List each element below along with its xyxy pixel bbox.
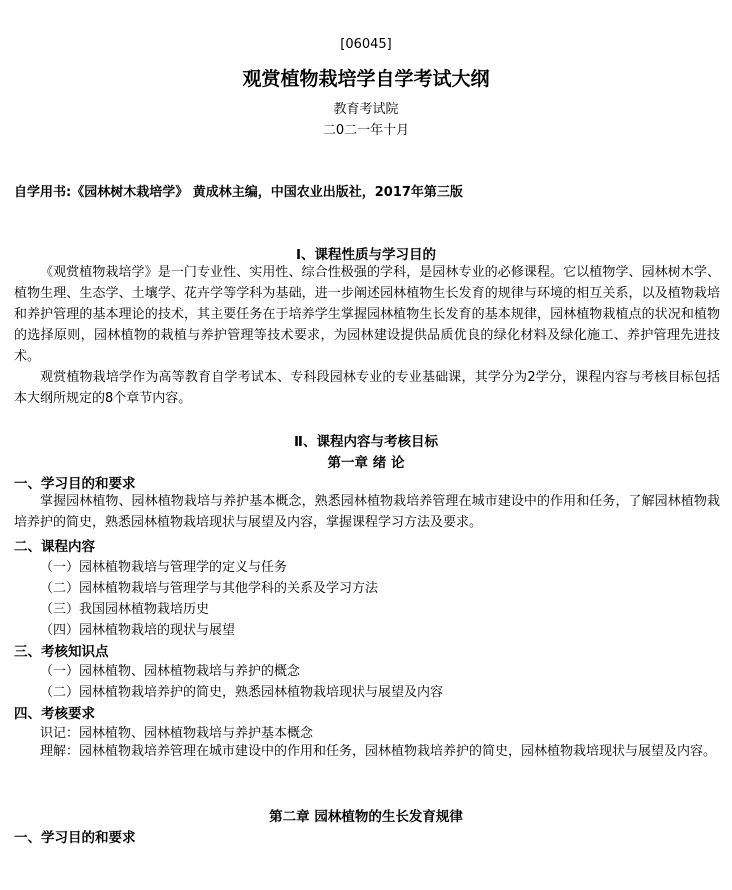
chapter1-section2-title: 二、课程内容	[14, 539, 95, 555]
part1-paragraph-2: 观赏植物栽培学作为高等教育自学考试本、专科段园林专业的专业基础课，其学分为2学分，课程内容与考核目标包括本大纲所规定的8个章节内容。	[14, 370, 720, 406]
chapter1-section4-title: 四、考核要求	[14, 706, 95, 722]
chapter2-section1-title: 一、学习目的和要求	[14, 830, 136, 846]
chapter1-section1-paragraph: 掌握园林植物、园林植物栽培与养护基本概念，熟悉园林植物栽培养管理在城市建设中的作用和任务，了解园林植物栽培养护的简史，熟悉园林植物栽培现状与展望及内容，掌握课程学习方法及要求。	[14, 494, 720, 530]
memorize-line: 识记：园林植物、园林植物栽培与养护基本概念	[40, 726, 314, 741]
understand-paragraph: 理解：园林植物栽培养管理在城市建设中的作用和任务，园林植物栽培养护的简史，园林植物栽培现状与展望及内容。	[40, 744, 717, 759]
list-item: （一）园林植物栽培与管理学的定义与任务	[40, 560, 288, 575]
list-item: （三）我国园林植物栽培历史	[40, 602, 210, 617]
part1-title: Ⅰ、课程性质与学习目的	[295, 247, 437, 263]
list-item: （二）园林植物栽培与管理学与其他学科的关系及学习方法	[40, 581, 379, 596]
document-title: 观赏植物栽培学自学考试大纲	[242, 68, 490, 90]
list-item: （四）园林植物栽培的现状与展望	[40, 623, 236, 638]
list-item: （一）园林植物、园林植物栽培与养护的概念	[40, 664, 301, 679]
chapter1-section3-title: 三、考核知识点	[14, 644, 109, 660]
chapter1-title: 第一章 绪 论	[327, 455, 405, 471]
chapter2-title: 第二章 园林植物的生长发育规律	[269, 809, 463, 825]
part1-paragraph-1: 《观赏植物栽培学》是一门专业性、实用性、综合性极强的学科，是园林专业的必修课程。它以植物学、园林树木学、植物生理、生态学、土壤学、花卉学等学科为基础，进一步阐述园林植物生长发育的规律与环境的相互关系，以及植物栽培和养护管理的基本理论的技术，其主要任务在于培养学生掌握园林植物生长发育的基本规律，园林植物栽植点的状况和植物的选择原则，园林植物的栽植与养护管理等技术要求，为园林建设提供品质优良的绿化材料及绿化施工、养护管理先进技术。	[14, 265, 720, 364]
chapter1-section1-title: 一、学习目的和要求	[14, 476, 136, 492]
part2-title: Ⅱ、课程内容与考核目标	[294, 434, 438, 450]
issue-date: 二0二一年十月	[322, 123, 410, 138]
textbook-line: 自学用书:《园林树木栽培学》 黄成林主编，中国农业出版社，2017年第三版	[14, 185, 463, 200]
issuer: 教育考试院	[333, 102, 399, 117]
course-code: [06045]	[340, 37, 392, 52]
list-item: （二）园林植物栽培养护的简史，熟悉园林植物栽培现状与展望及内容	[40, 685, 444, 700]
